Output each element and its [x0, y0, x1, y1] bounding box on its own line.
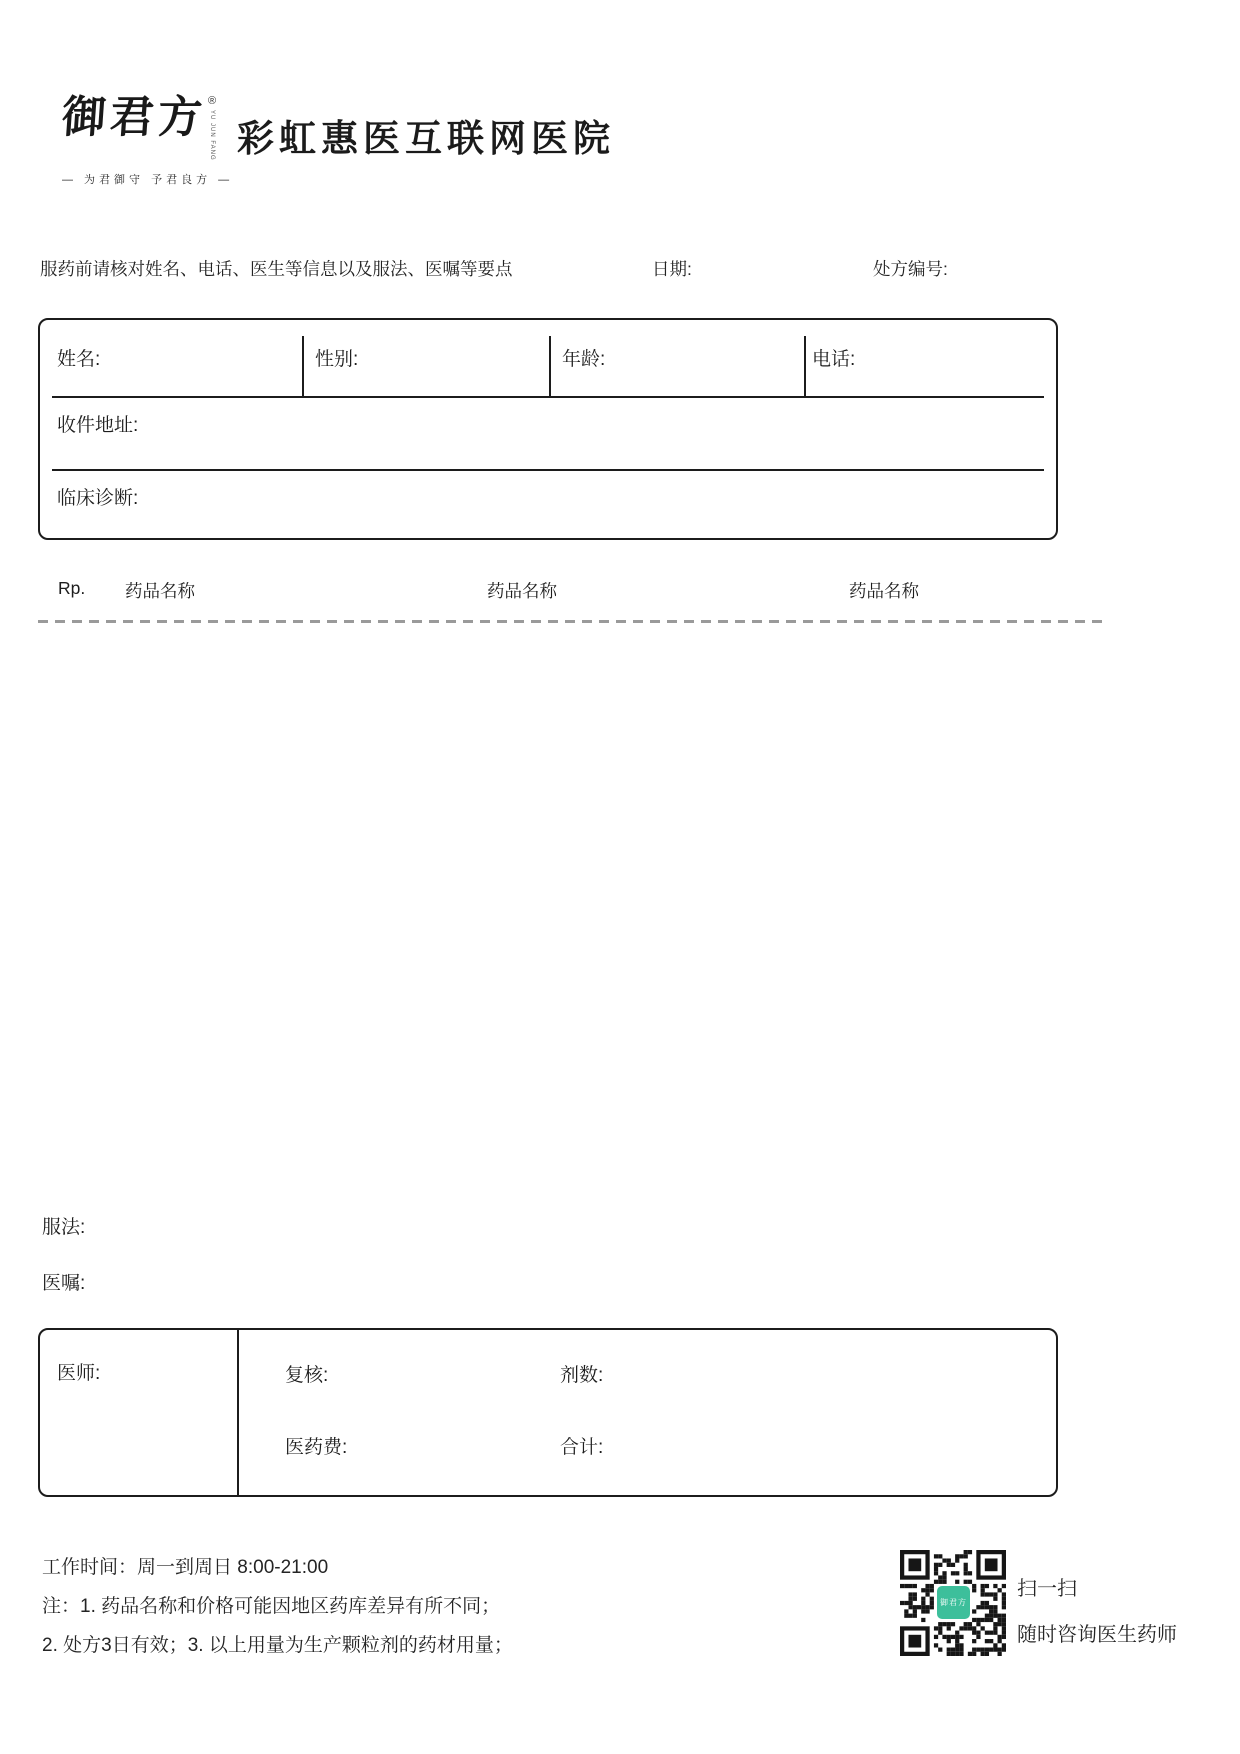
drug-name-column-header: 药品名称 — [125, 581, 195, 601]
note-line-2: 2. 处方3日有效；3. 以上用量为生产颗粒剂的药材用量； — [42, 1635, 513, 1656]
date-label: 日期: — [652, 259, 692, 279]
name-field-label: 姓名: — [57, 349, 101, 370]
qr-captions — [1017, 1572, 1177, 1647]
total-field-label: 合计: — [560, 1437, 604, 1458]
qr-center-brand-text: 御君方 — [940, 1597, 967, 1607]
rp-label: Rp. — [58, 578, 86, 598]
doctor-advice-label: 医嘱: — [42, 1273, 86, 1294]
dose-count-field-label: 剂数: — [560, 1365, 604, 1386]
patient-info-box — [38, 318, 1058, 540]
footer-notes — [42, 1548, 513, 1665]
row-divider — [52, 469, 1044, 471]
logo-side — [208, 96, 216, 161]
row-divider — [52, 396, 1044, 398]
logo-main — [60, 92, 233, 161]
logo-tagline: — 为君御守 予君良方 — — [62, 173, 234, 186]
scan-hint-text: 扫一扫 — [1017, 1578, 1077, 1600]
note-line-1: 注：1. 药品名称和价格可能因地区药库差异有所不同； — [42, 1596, 501, 1617]
column-divider — [549, 336, 551, 396]
column-divider — [302, 336, 304, 396]
age-field-label: 年龄: — [562, 349, 606, 370]
physician-field-label: 医师: — [57, 1363, 101, 1384]
rx-number-label: 处方编号: — [873, 259, 948, 279]
check-notice-text: 服药前请核对姓名、电话、医生等信息以及服法、医嘱等要点 — [40, 259, 513, 279]
drug-name-column-header: 药品名称 — [849, 581, 919, 601]
rp-header-row — [0, 578, 1240, 602]
signature-box — [38, 1328, 1058, 1497]
address-field-label: 收件地址: — [57, 415, 139, 436]
usage-label: 服法: — [42, 1217, 86, 1238]
qr-code — [900, 1550, 1006, 1656]
logo-text: 御君方 — [60, 92, 208, 143]
gender-field-label: 性别: — [315, 349, 359, 370]
phone-field-label: 电话: — [812, 349, 856, 370]
brand-logo — [60, 92, 234, 187]
hospital-name: 彩虹惠医互联网医院 — [237, 118, 615, 159]
work-hours-text: 工作时间：周一到周日 8:00-21:00 — [42, 1557, 329, 1578]
dashed-separator — [38, 620, 1102, 623]
notice-row — [0, 256, 1240, 282]
review-field-label: 复核: — [285, 1365, 329, 1386]
medicine-fee-field-label: 医药费: — [285, 1437, 348, 1458]
column-divider — [804, 336, 806, 396]
drug-name-column-header: 药品名称 — [487, 581, 557, 601]
qr-center-logo — [935, 1584, 972, 1621]
column-divider — [237, 1330, 239, 1495]
logo-vertical-text: YU JUN FANG — [209, 110, 216, 161]
registered-trademark-icon: ® — [208, 95, 217, 107]
consult-hint-text: 随时咨询医生药师 — [1017, 1624, 1177, 1646]
diagnosis-field-label: 临床诊断: — [57, 488, 139, 509]
